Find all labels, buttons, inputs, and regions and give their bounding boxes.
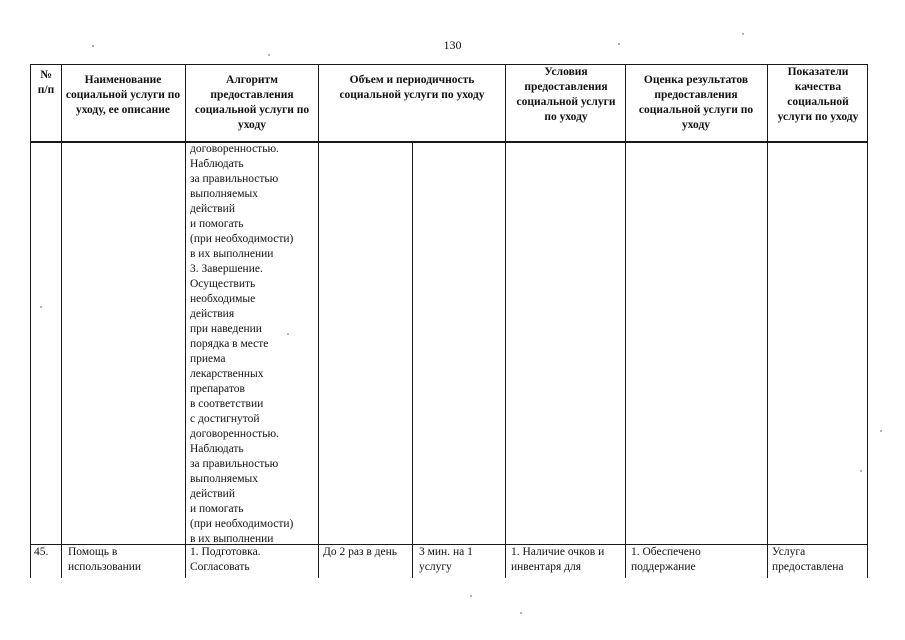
- algorithm-line: при наведении: [190, 323, 262, 335]
- row45-quality: Услуга предоставлена: [772, 546, 844, 573]
- col-border: [185, 64, 186, 578]
- algorithm-line: лекарственных: [190, 368, 264, 380]
- header-volume: Объем и периодичность социальной услуги по уходу: [339, 74, 485, 101]
- scan-speck: [287, 333, 289, 335]
- algorithm-line: (при необходимости): [190, 518, 294, 530]
- row45-num: 45.: [34, 546, 49, 558]
- header-quality: Показатели качества социальной услуги по уходу: [777, 66, 859, 123]
- algorithm-line: в их выполнении: [190, 248, 274, 260]
- algorithm-line: действия: [190, 308, 235, 320]
- algorithm-line: договоренностью.: [190, 428, 279, 440]
- scan-speck: [520, 612, 522, 614]
- algorithm-line: выполняемых: [190, 188, 258, 200]
- row45-algorithm: 1. Подготовка. Согласовать: [190, 546, 261, 573]
- algorithm-line: Наблюдать: [190, 443, 244, 455]
- algorithm-line: и помогать: [190, 503, 244, 515]
- col-border: [30, 64, 31, 578]
- row45-volume: До 2 раз в день: [323, 546, 398, 558]
- row45-conditions: 1. Наличие очков и инвентаря для: [511, 546, 605, 573]
- algorithm-line: порядка в месте: [190, 338, 269, 350]
- col-border: [625, 64, 626, 578]
- page-number: 130: [443, 38, 462, 52]
- header-bottom-border: [30, 141, 868, 143]
- scan-speck: [40, 306, 42, 308]
- scan-speck: [470, 595, 472, 597]
- header-conditions: Условия предоставления социальной услуги по уходу: [516, 66, 616, 123]
- algorithm-line: с достигнутой: [190, 413, 260, 425]
- algorithm-line: препаратов: [190, 383, 245, 395]
- algorithm-line: договоренностью.: [190, 143, 279, 155]
- col-border: [767, 64, 768, 578]
- col-border: [505, 64, 506, 578]
- col-border: [412, 142, 413, 578]
- algorithm-line: (при необходимости): [190, 233, 294, 245]
- scan-speck: [880, 430, 882, 432]
- table-top-border: [30, 64, 868, 65]
- row45-periodicity: 3 мин. на 1 услугу: [419, 546, 473, 573]
- row45-evaluation: 1. Обеспечено поддержание: [631, 546, 701, 573]
- header-num: № п/п: [37, 69, 55, 96]
- algorithm-line: и помогать: [190, 218, 244, 230]
- algorithm-line: за правильностью: [190, 458, 279, 470]
- row45-name: Помощь в использовании: [68, 546, 142, 573]
- algorithm-line: Осуществить: [190, 278, 256, 290]
- algorithm-line: приема: [190, 353, 226, 365]
- col-border: [318, 64, 319, 578]
- scan-speck: [742, 33, 744, 35]
- algorithm-line: за правильностью: [190, 173, 279, 185]
- scan-speck: [618, 43, 620, 45]
- scan-speck: [860, 470, 862, 472]
- algorithm-line: выполняемых: [190, 473, 258, 485]
- algorithm-continuation: [190, 142, 316, 547]
- header-algorithm: Алгоритм предоставления социальной услуги по уходу: [194, 74, 310, 131]
- header-name: Наименование социальной услуги по уходу, ее описание: [65, 74, 181, 116]
- header-evaluation: Оценка результатов предоставления социальной услуги по уходу: [638, 74, 754, 131]
- algorithm-line: действий: [190, 488, 235, 500]
- col-border: [867, 64, 868, 578]
- algorithm-line: необходимые: [190, 293, 256, 305]
- scan-speck: [268, 54, 270, 56]
- scan-speck: [92, 45, 94, 47]
- col-border: [61, 64, 62, 578]
- algorithm-line: в их выполнении: [190, 533, 274, 545]
- algorithm-line: Наблюдать: [190, 158, 244, 170]
- algorithm-line: действий: [190, 203, 235, 215]
- algorithm-line: в соответствии: [190, 398, 264, 410]
- algorithm-line: 3. Завершение.: [190, 263, 263, 275]
